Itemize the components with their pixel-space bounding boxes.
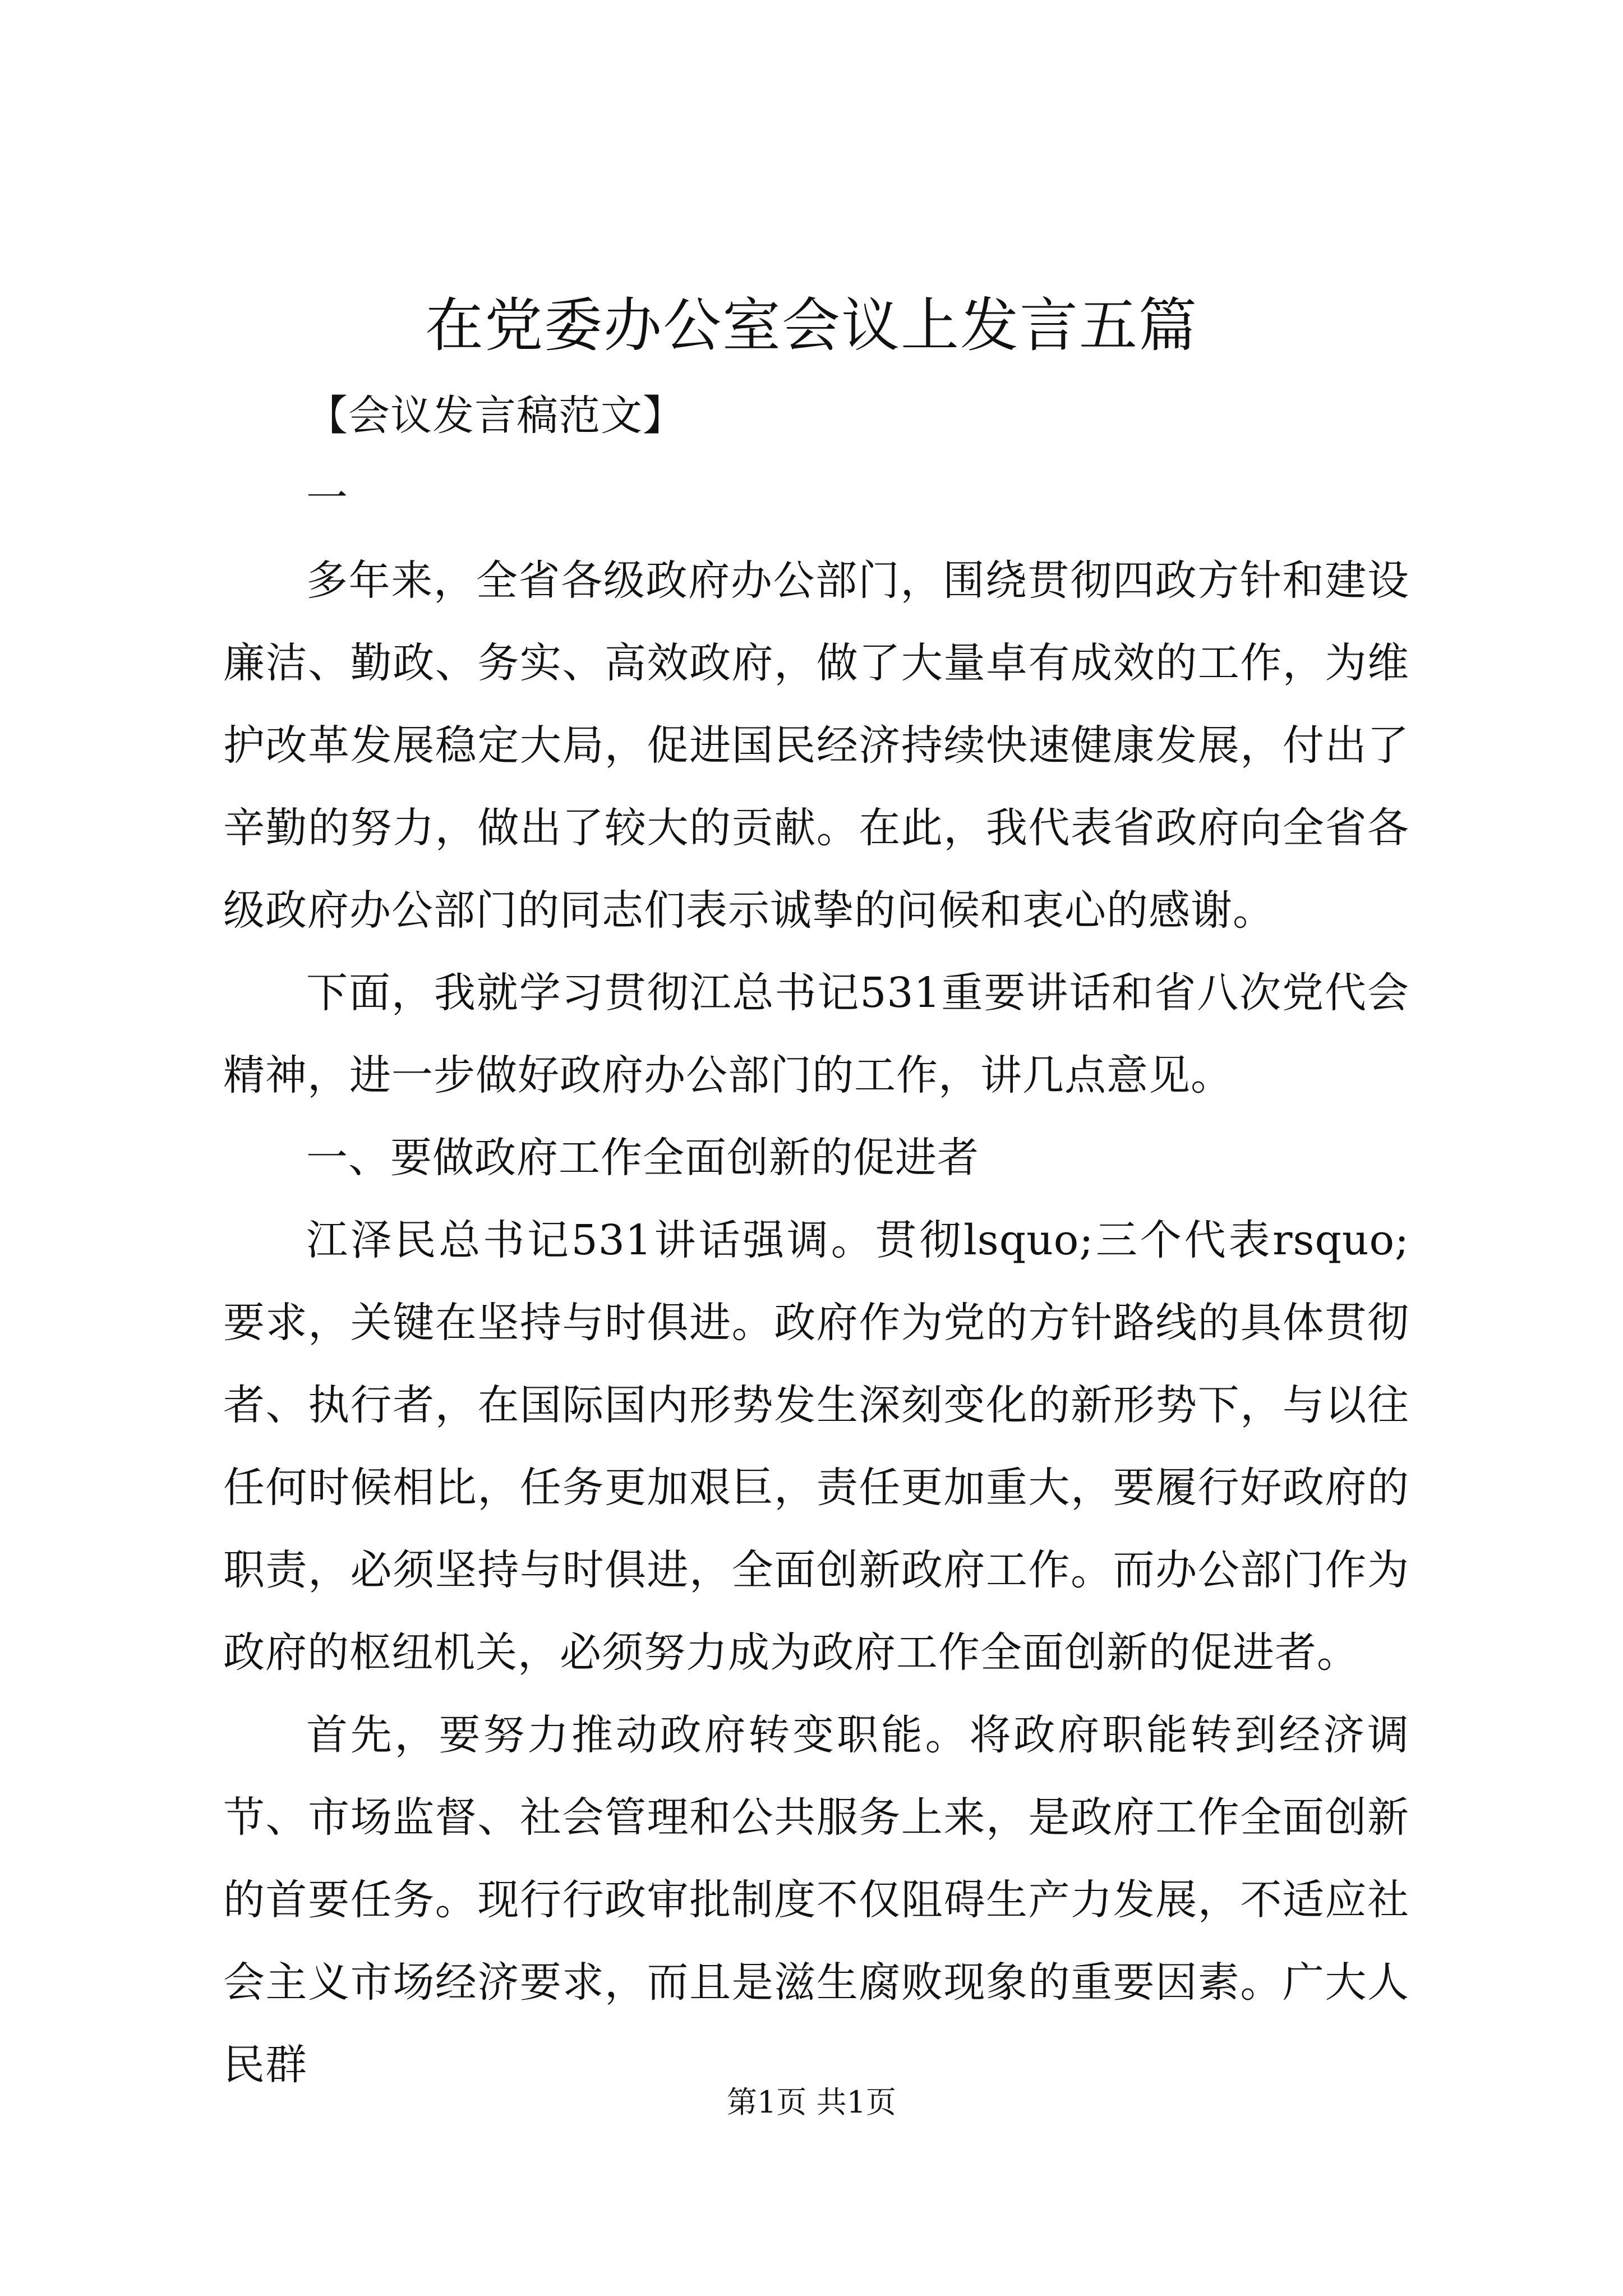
paragraph-intro: 多年来，全省各级政府办公部门，围绕贯彻四政方针和建设廉洁、勤政、务实、高效政府，做了大量卓有成效的工作，为维护改革发展稳定大局，促进国民经济持续快速健康发展，付出了辛勤的努力，做出了较大的贡献。在此，我代表省政府向全省各级政府办公部门的同志们表示诚挚的问候和衷心的感谢。 <box>223 556 1409 935</box>
paragraph-section-number: 一 <box>306 474 348 522</box>
paragraph-category-tag: 【会议发言稿范文】 <box>306 392 685 440</box>
paragraph-outline: 下面，我就学习贯彻江总书记531重要讲话和省八次党代会精神，进一步做好政府办公部门的工作，讲几点意见。 <box>223 969 1409 1099</box>
page-footer <box>0 2080 1623 2125</box>
document-title: 在党委办公室会议上发言五篇 <box>425 291 1198 360</box>
document-body <box>223 375 1409 2106</box>
paragraph-body-one: 江泽民总书记531讲话强调。贯彻lsquo;三个代表rsquo;要求，关键在坚持与时俱进。政府作为党的方针路线的具体贯彻者、执行者，在国际国内形势发生深刻变化的新形势下，与以往任何时候相比，任务更加艰巨，责任更加重大，要履行好政府的职责，必须坚持与时俱进，全面创新政府工作。而办公部门作为政府的枢纽机关，必须努力成为政府工作全面创新的促进者。 <box>223 1216 1409 1677</box>
paragraph-heading-one: 一、要做政府工作全面创新的促进者 <box>306 1134 979 1182</box>
page-number-label: 第1页 共1页 <box>727 2085 896 2120</box>
paragraph-body-two: 首先，要努力推动政府转变职能。将政府职能转到经济调节、市场监督、社会管理和公共服务上来，是政府工作全面创新的首要任务。现行行政审批制度不仅阻碍生产力发展，不适应社会主义市场经济要求，而且是滋生腐败现象的重要因素。广大人民群 <box>223 1711 1409 2089</box>
